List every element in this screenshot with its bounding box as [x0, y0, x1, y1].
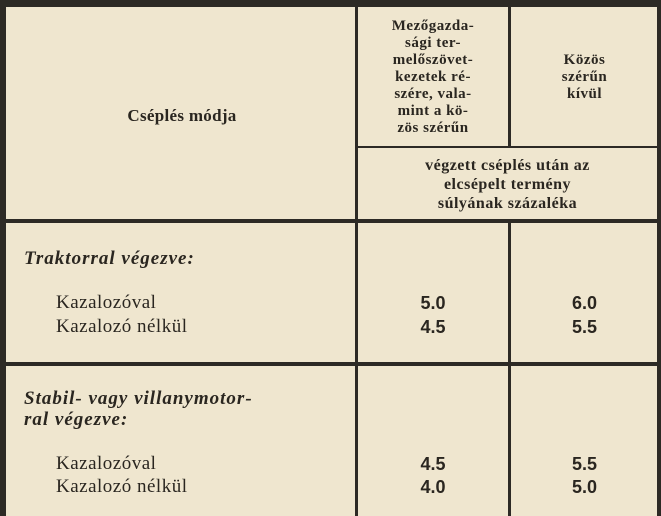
value-cell: 5.0 — [420, 293, 446, 313]
section-title-motor: Stabil- vagy villanymotor- ral végezve: — [24, 388, 253, 430]
value-cell: 4.0 — [420, 477, 446, 497]
row-label: Kazalozóval — [56, 292, 157, 313]
row-label: Kazalozóval — [56, 453, 157, 474]
value-cell: 6.0 — [571, 293, 598, 313]
column-rule-2 — [508, 7, 511, 147]
row-label: Kazalozó nélkül — [56, 476, 188, 497]
right-border — [657, 0, 661, 516]
section-divider-rule — [6, 362, 657, 366]
value-cell: 5.5 — [571, 317, 598, 337]
row-label: Kazalozó nélkül — [56, 316, 188, 337]
subheader-rule — [358, 146, 657, 148]
header-outside: Közös szérűn kívül — [561, 52, 608, 102]
header-percentage: végzett cséplés után az elcsépelt termény súlyának százaléka — [425, 156, 590, 212]
value-cell: 4.5 — [420, 317, 446, 337]
value-cell: 5.5 — [571, 454, 598, 474]
section-title-tractor: Traktorral végezve: — [24, 248, 195, 269]
left-border — [0, 0, 6, 516]
column-rule-2-lower — [508, 223, 511, 516]
header-method: Cséplés módja — [127, 106, 237, 125]
value-cell: 5.0 — [571, 477, 598, 497]
value-cell: 4.5 — [420, 454, 446, 474]
top-border — [0, 0, 661, 7]
header-cooperative: Mezőgazda- sági ter- melőszövet- kezetek ré- szére, vala- mint a kö- zös szérűn — [391, 18, 475, 136]
